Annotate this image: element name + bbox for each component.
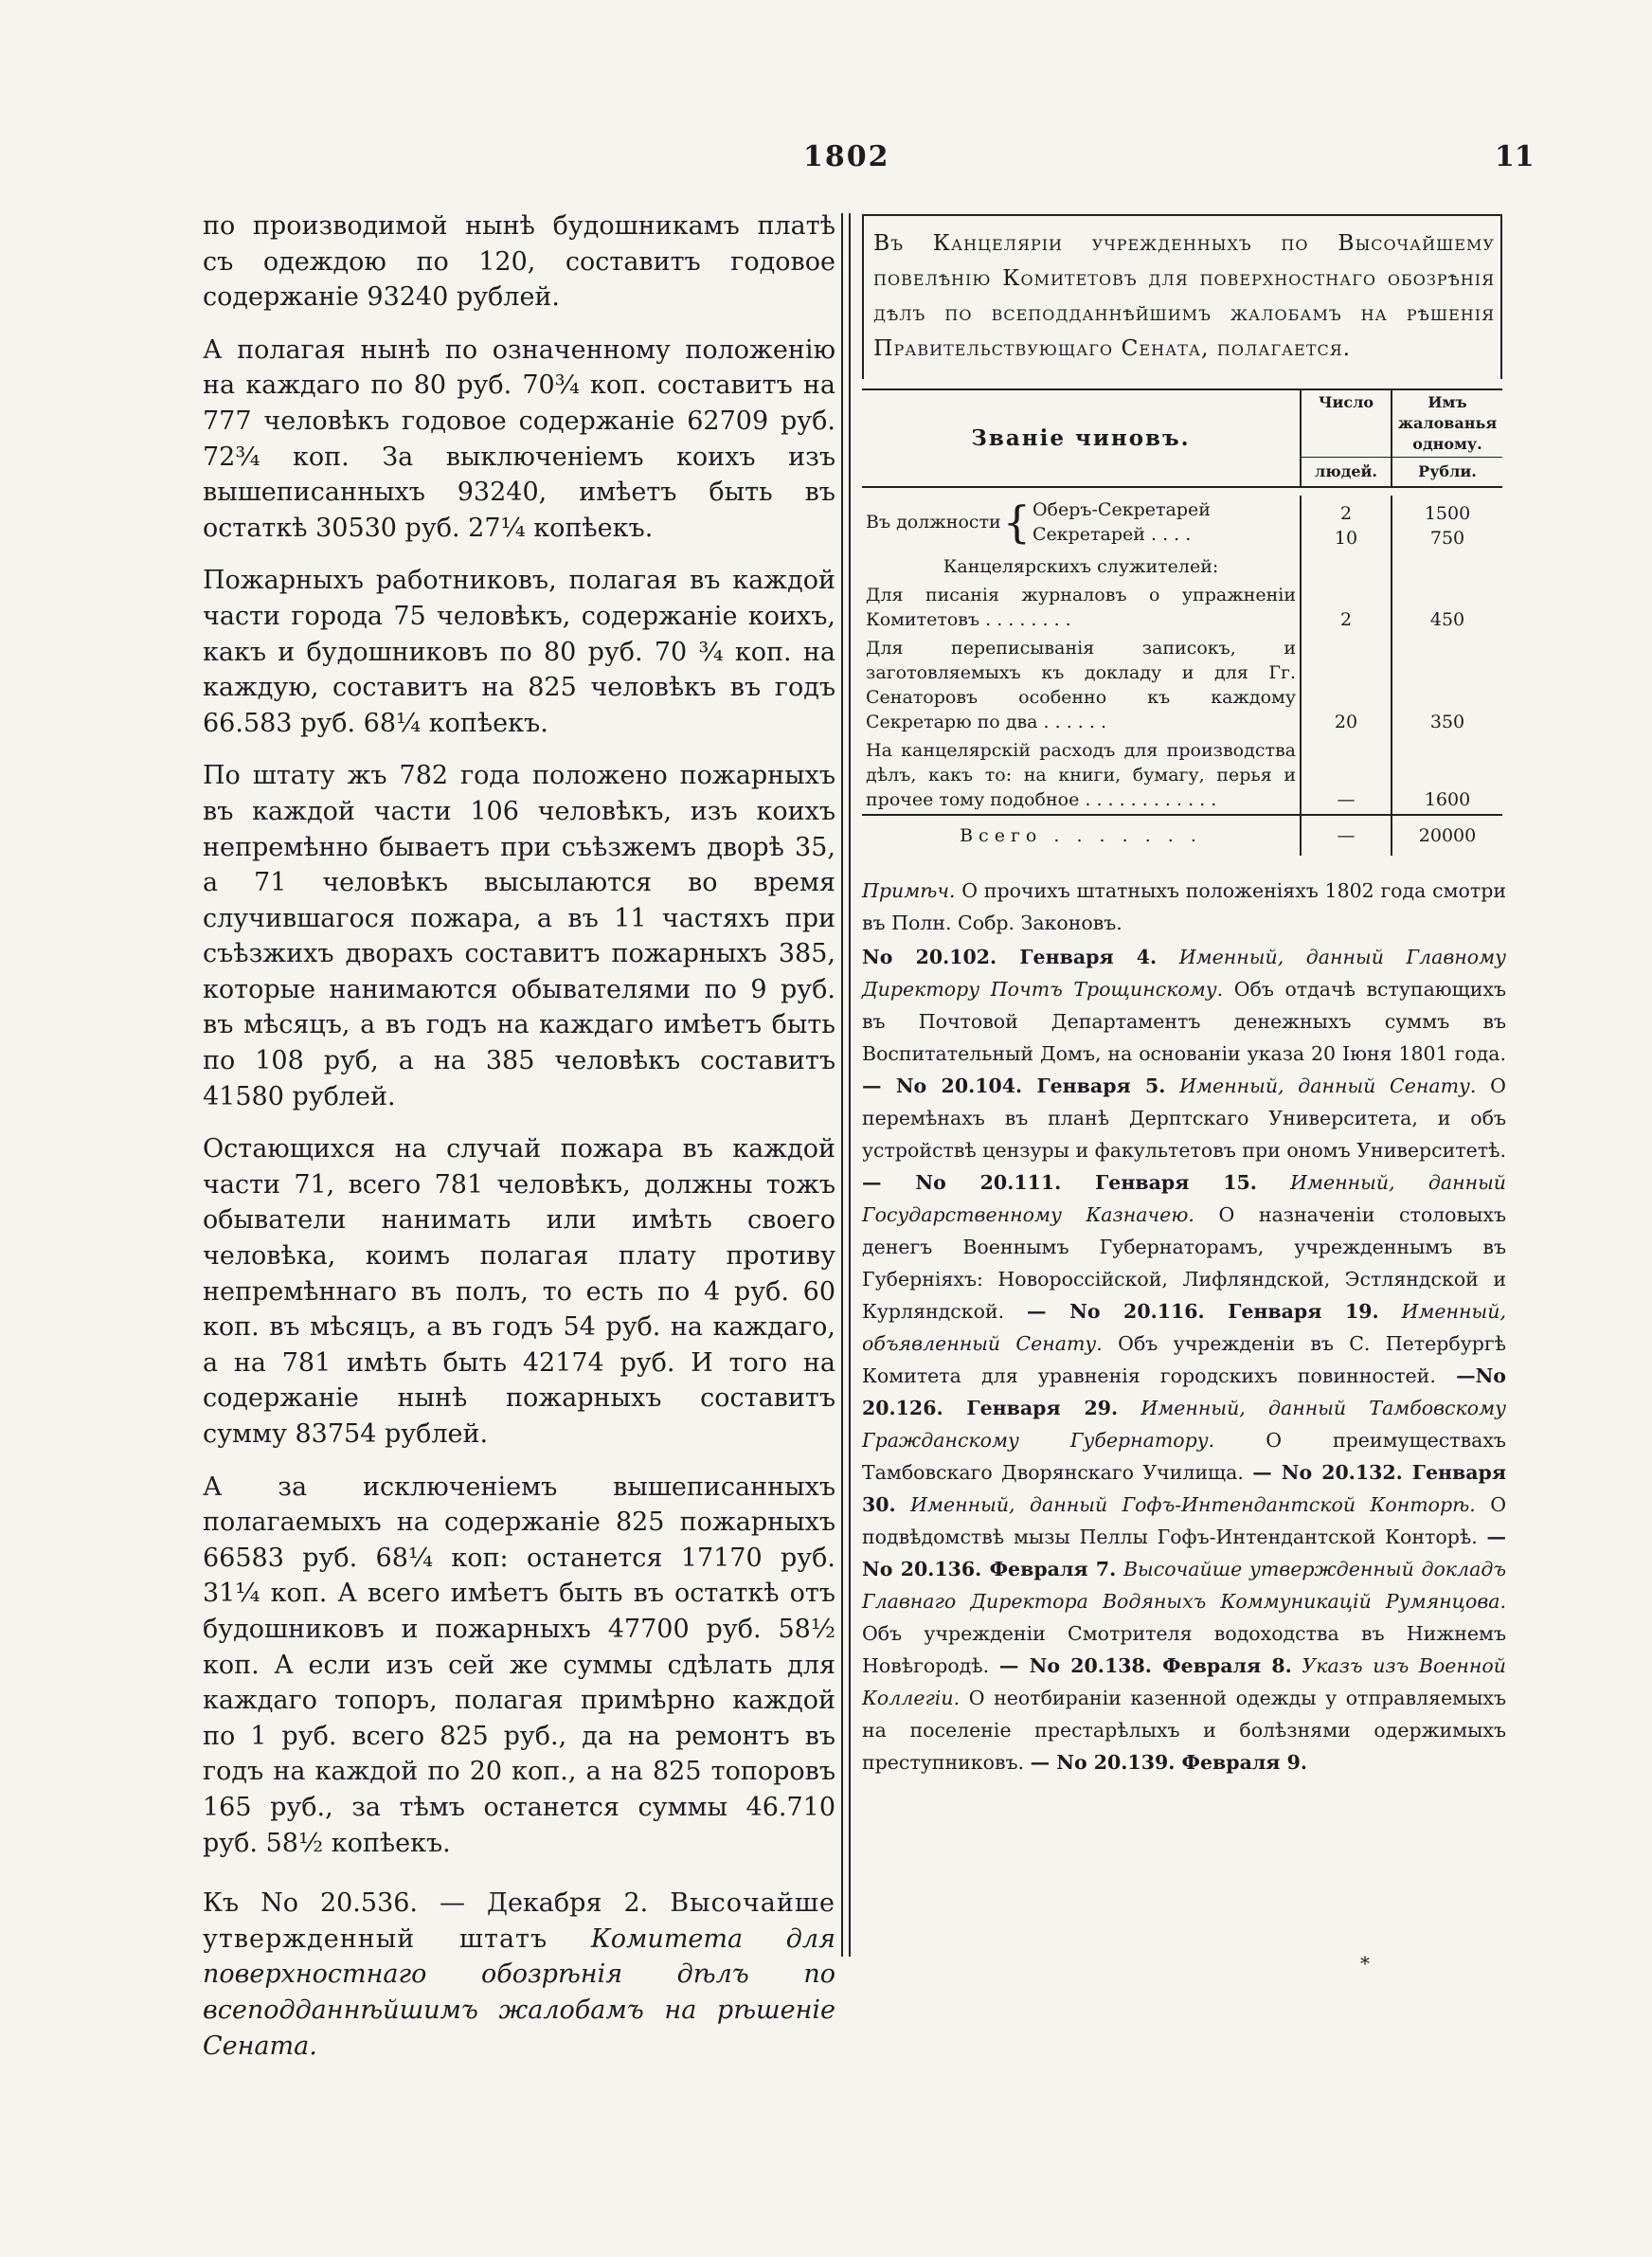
- paragraph-6: А за исключеніемъ вышеписанныхъ полагаемыхъ на содержаніе 825 пожарныхъ 66583 руб. 68¼ коп: останется 17170 руб. 31¼ коп. А всего имѣетъ быть въ остаткѣ отъ будошниковъ и пожарныхъ 47700 руб. 58½ коп. А если изъ сей же суммы сдѣлать для каждаго топоръ, полагая примѣрно каждой по 1 руб. всего 825 руб., да на ремонтъ въ годъ на каждой по 20 коп., а на 825 топоровъ 165 руб., за тѣмъ останется суммы 46.710 руб. 58½ копѣекъ.: [203, 1472, 835, 1858]
- column-divider-right: [849, 213, 851, 1957]
- brace-icon: {: [1002, 497, 1031, 548]
- notes-section: [862, 875, 1506, 1779]
- staff-title: [862, 214, 1502, 379]
- row-title-2: Секретарей . . . .: [1032, 524, 1192, 545]
- section-italic: Комитета для поверхностнаго обозрѣнія дѣлъ по всеподданнѣйшимъ жалобамъ на рѣшеніе Сената.: [203, 1923, 835, 2061]
- table-row: [862, 552, 1502, 581]
- header-rank: Званіе чиновъ.: [862, 389, 1301, 487]
- table-row: [862, 581, 1502, 634]
- note-text: О прочихъ штатныхъ положеніяхъ 1802 года смотри въ Полн. Собр. Законовъ.: [862, 879, 1506, 934]
- left-column: [203, 208, 835, 2081]
- section-heading: [203, 1886, 835, 2064]
- column-divider-left: [841, 213, 843, 1957]
- page-number: 11: [1495, 140, 1535, 173]
- right-column: [862, 214, 1506, 1780]
- row-name: На канцелярскій расходъ для производства дѣлъ, какъ то: на книги, бумагу, перья и прочее тому подобное . . . . . . . . . . . .: [862, 736, 1301, 815]
- header-pay: Имъ жалованья одному.: [1392, 389, 1502, 458]
- row-count: [1301, 552, 1392, 581]
- paragraph-1: по производимой нынѣ будошникамъ платѣ съ одеждою по 120, составитъ годовое содержаніе 93240 рублей.: [203, 211, 835, 313]
- row-name: Для писанія журналовъ о упражненіи Комитетовъ . . . . . . . .: [862, 581, 1301, 634]
- star-icon: *: [1360, 1952, 1370, 1975]
- row-count: [1301, 496, 1392, 552]
- group-label: Въ должности: [866, 512, 1001, 533]
- total-row: [862, 815, 1502, 856]
- total-count: —: [1301, 815, 1392, 856]
- table-row: [862, 634, 1502, 736]
- total-label: Всего . . . . . . .: [862, 815, 1301, 856]
- ref-item: — No 20.139. Февраля 9.: [1030, 1751, 1307, 1774]
- staff-header-row: [862, 389, 1502, 458]
- note-label: Примѣч.: [862, 879, 956, 902]
- row-title-1: Оберъ-Секретарей: [1032, 499, 1211, 520]
- header-count: Число: [1301, 389, 1392, 458]
- row-count: 20: [1301, 634, 1392, 736]
- table-row: [862, 736, 1502, 815]
- row-pay: 350: [1429, 712, 1465, 732]
- paragraph-5: Остающихся на случай пожара въ каждой части 71, всего 781 человѣкъ, должны тожъ обыватели нанимать или имѣть своего человѣка, коимъ полагая плату противу непремѣннаго въ полъ, то есть по 4 руб. 60 коп. въ мѣсяцъ, а въ годъ 54 руб. на каждаго, а на 781 имѣть быть 42174 руб. И того на содержаніе нынѣ пожарныхъ составитъ сумму 83754 рублей.: [203, 1134, 835, 1449]
- ref-item: —No 20.136. Февраля 7. Высочайше утвержденный докладъ Главнаго Директора Водяныхъ Коммуникацій Румянцова. Объ учрежденіи Смотрителя водоходства въ Нижнемъ Новѣгородѣ.: [862, 1526, 1506, 1677]
- row-pay: [1392, 496, 1502, 552]
- section-caps: Высочайше утвержденный штатъ: [203, 1888, 835, 1954]
- page-year: 1802: [803, 140, 890, 173]
- paragraph-4: По штату жъ 782 года положено пожарныхъ въ каждой части 106 человѣкъ, изъ коихъ непремѣнно бываетъ при съѣзжемъ дворѣ 35, а 71 человѣкъ высылаются во время случившагося пожара, а въ 11 частяхъ при съѣзжихъ дворахъ составитъ пожарныхъ 385, которые нанимаются обывателями по 9 руб. въ мѣсяцъ, а въ годъ на каждаго имѣетъ быть по 108 руб, а на 385 человѣкъ составитъ 41580 рублей.: [203, 761, 835, 1111]
- ref-item: — No 20.104. Генваря 5. Именный, данный Сенату. О перемѣнахъ въ планѣ Дерптскаго Университета, и объ устройствѣ цензуры и факультетовъ при ономъ Университетѣ.: [862, 1074, 1506, 1162]
- header-count-unit: людей.: [1301, 458, 1392, 488]
- header-pay-unit: Рубли.: [1392, 458, 1502, 488]
- note: [862, 875, 1506, 939]
- staff-title-text: Въ Канцеляріи учрежденныхъ по Высочайшему повелѣнію Комитетовъ для поверхностнаго обозрѣнія дѣлъ по всеподданнѣйшимъ жалобамъ на рѣшенія Правительствующаго Сената, полагается.: [873, 229, 1495, 361]
- row-count: —: [1301, 736, 1392, 815]
- total-pay: 20000: [1392, 815, 1502, 856]
- count-2: 10: [1334, 528, 1358, 549]
- table-rule: [862, 487, 1502, 496]
- paragraph-2: А полагая нынѣ по означенному положенію на каждаго по 80 руб. 70¾ коп. составитъ на 777 человѣкъ годовое содержаніе 62709 руб. 72¾ коп. За выключеніемъ коихъ изъ вышеписанныхъ 93240, имѣетъ быть въ остаткѣ 30530 руб. 27¼ копѣекъ.: [203, 334, 835, 543]
- ref-item: No 20.102. Генваря 4. Именный, данный Главному Директору Почтъ Трощинскому. Объ отдачѣ вступающихъ въ Почтовой Департаментъ денежныхъ суммъ въ Воспитательный Домъ, на основаніи указа 20 Іюня 1801 года.: [862, 946, 1506, 1065]
- ref-item: — No 20.138. Февраля 8. Указъ изъ Военной Коллегіи. О неотбираніи казенной одежды у отправляемыхъ на поселеніе престарѣлыхъ и болѣзнями одержимыхъ преступниковъ.: [862, 1654, 1506, 1774]
- pay-2: 750: [1429, 528, 1465, 549]
- row-name: [862, 496, 1301, 552]
- section-number: Къ No 20.536. — Декабря 2.: [203, 1888, 649, 1919]
- row-count: 2: [1301, 581, 1392, 634]
- pay-1: 1500: [1424, 503, 1471, 524]
- ref-item: —No 20.126. Генваря 29. Именный, данный Тамбовскому Гражданскому Губернатору. О преимуществахъ Тамбовскаго Дворянскаго Училища.: [862, 1364, 1506, 1484]
- row-pay: [1392, 552, 1502, 581]
- row-pay: 450: [1429, 609, 1465, 630]
- references: [862, 941, 1506, 1779]
- row-pay: 1600: [1424, 789, 1471, 810]
- count-1: 2: [1339, 503, 1353, 524]
- ref-item: — No 20.132. Генваря 30. Именный, данный Гофъ-Интендантской Конторѣ. О подвѣдомствѣ мызы Пеллы Гофъ-Интендантской Конторѣ.: [862, 1461, 1507, 1548]
- ref-item: — No 20.116. Генваря 19. Именный, объявленный Сенату. Объ учрежденіи въ С. Петербургѣ Комитета для уравненія городскихъ повинностей.: [862, 1300, 1506, 1387]
- staff-table: [862, 388, 1502, 856]
- table-row: [862, 496, 1502, 552]
- paragraph-3: Пожарныхъ работниковъ, полагая въ каждой части города 75 человѣкъ, содержаніе коихъ, какъ и будошниковъ по 80 руб. 70 ¾ коп. на каждую, составитъ на 825 человѣкъ въ годъ 66.583 руб. 68¼ копѣекъ.: [203, 566, 835, 738]
- subhead: Канцелярскихъ служителей:: [862, 552, 1301, 581]
- row-name: Для переписыванія записокъ, и заготовляемыхъ къ докладу и для Гг. Сенаторовъ особенно къ каждому Секретарю по два . . . . . .: [862, 634, 1301, 736]
- ref-item: — No 20.111. Генваря 15. Именный, данный Государственному Казначею. О назначеніи столовыхъ денегъ Военнымъ Губернаторамъ, учрежденнымъ въ Губерніяхъ: Новороссійской, Лифляндской, Эстляндской и Курляндской.: [862, 1171, 1506, 1323]
